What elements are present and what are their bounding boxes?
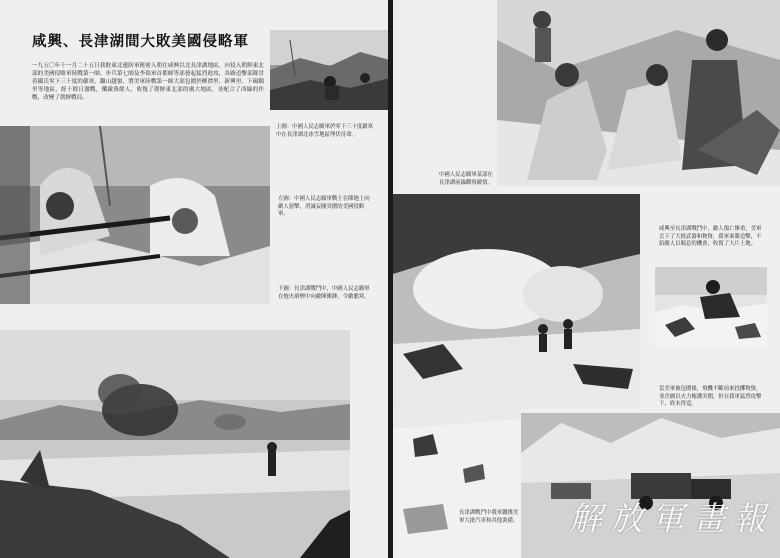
photo-soldiers-observing (497, 0, 780, 186)
caption-top-right: 上圖：中國人民志願軍於零下三十度嚴寒中在長津湖北冰雪地區埋伏待命。 (276, 124, 374, 138)
caption-right-middle: 咸興至長津湖戰鬥中，敵人傷亡慘重，美軍丟下了大批武器和物資，我軍乘勝追擊，不給敵人以喘息的機會，收復了大片土地。 (659, 226, 762, 247)
caption-left-lower: 下圖：長津湖戰鬥中，中國人民志願軍在炮火硝煙中向敵陣衝鋒，令敵膽寒。 (278, 286, 370, 300)
right-page (393, 0, 780, 558)
photo-soldiers-snowy-ridge (270, 30, 388, 110)
caption-left-middle: 左圖：中國人民志願軍戰士在陣地上向敵人射擊，消滅妄圖突圍的美國侵略軍。 (278, 196, 370, 217)
article-title: 咸興、長津湖間大敗美國侵略軍 (32, 33, 249, 50)
masthead-logo: 解放軍畫報 (569, 499, 774, 538)
caption-right-top: 中國人民志願軍某部在長津湖前線觀察敵情。 (439, 172, 493, 186)
photo-soldiers-in-snow (655, 267, 767, 347)
photo-troops-charging-explosion (393, 194, 640, 409)
article-body: 一九五〇年十一月二十五日我駐東北邊防軍秘密入朝在咸興以北長津湖地區，向侵入朝鮮東北部的美國侵略軍陸戰第一師、步兵第七師及李偽軍首都師等部發起猛烈進攻，各路追擊部隊冒着攝氏零下三十度的嚴寒，翻山越嶺，將美軍陸戰第一師大部包圍於柳潭里、新興里、下碣隅里等地區，經十餘日激戰，殲敵萬餘人，收復了朝鮮東北部的廣大地區，並配合了西線的作戰，改變了朝鮮戰局。 (32, 63, 264, 101)
caption-right-bottom: 長津湖戰鬥中我軍繳獲美軍大批汽車和其他裝備。 (459, 510, 519, 524)
photo-battlefield-smoke (0, 330, 350, 558)
left-page (0, 0, 388, 558)
photo-soldiers-aiming-rifles (0, 126, 270, 304)
caption-right-lower: 當美軍被包圍後，飛機不斷前來投擲物資，並企圖以火力掩護突圍，但在我軍猛烈攻擊下，終未得逞。 (659, 386, 762, 407)
photo-snow-field (393, 409, 521, 558)
